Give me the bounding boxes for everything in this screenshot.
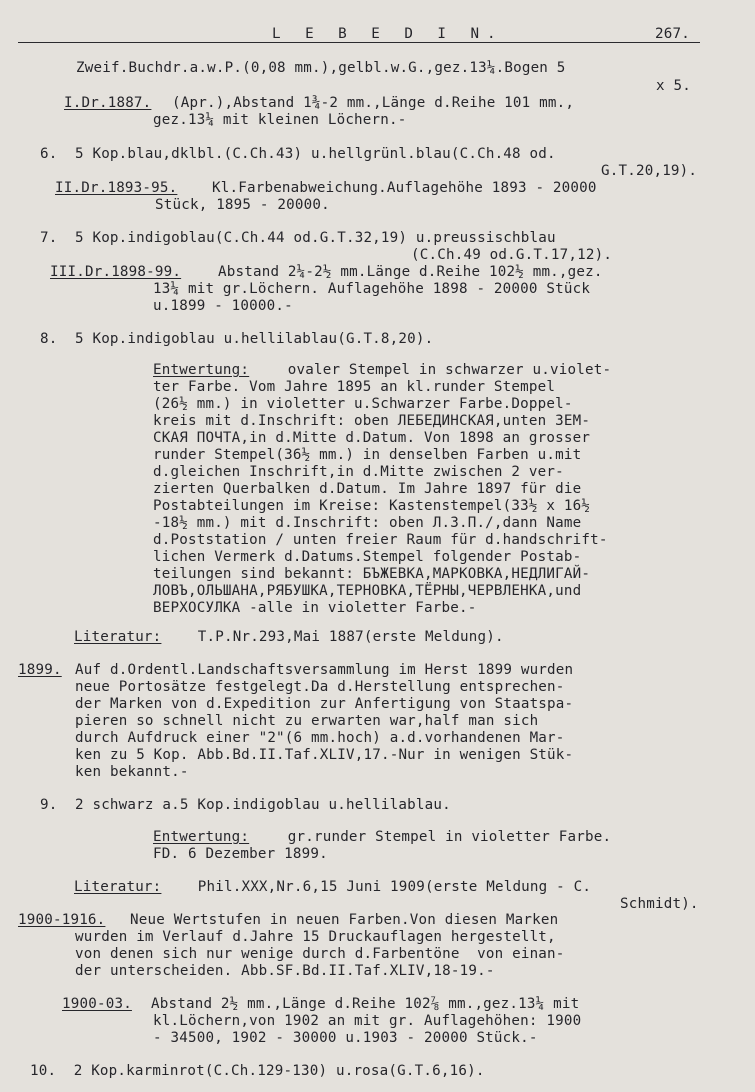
- text-line: gez.13¼ mit kleinen Löchern.-: [153, 112, 407, 128]
- text-line: wurden im Verlauf d.Jahre 15 Druckauflagen hergestellt,: [75, 929, 556, 945]
- catalog-entry: 8. 5 Kop.indigoblau u.hellilablau(G.T.8,20).: [40, 331, 434, 347]
- section-heading: 1900-03.: [62, 996, 132, 1012]
- text-line: (C.Ch.49 od.G.T.17,12).: [411, 247, 613, 263]
- text-line: ken zu 5 Kop. Abb.Bd.II.Taf.XLIV,17.-Nur in wenigen Stük-: [75, 747, 574, 763]
- text-line: Abstand 2½ mm.,Länge d.Reihe 102⅞ mm.,gez.13¼ mit: [151, 996, 580, 1012]
- catalog-entry: 9. 2 schwarz a.5 Kop.indigoblau u.hellilablau.: [40, 797, 451, 813]
- subheading-literatur: Literatur:: [74, 629, 162, 645]
- text-line: ter Farbe. Vom Jahre 1895 an kl.runder Stempel: [153, 379, 556, 395]
- header-rule: [18, 42, 700, 43]
- text-line: 13¼ mit gr.Löchern. Auflagehöhe 1898 - 20000 Stück: [153, 281, 591, 297]
- text-line: durch Aufdruck einer "2"(6 mm.hoch) a.d.vorhandenen Mar-: [75, 730, 565, 746]
- text-line: zierten Querbalken d.Datum. Im Jahre 1897 für die: [153, 481, 582, 497]
- text-line: Phil.XXX,Nr.6,15 Juni 1909(erste Meldung - C.: [189, 879, 592, 895]
- text-line: gr.runder Stempel in violetter Farbe.: [279, 829, 612, 845]
- text-line: neue Portosätze festgelegt.Da d.Herstellung entsprechen-: [75, 679, 565, 695]
- text-line: Zweif.Buchdr.a.w.P.(0,08 mm.),gelbl.w.G.,gez.13¼.Bogen 5: [76, 60, 566, 76]
- section-heading: II.Dr.1893-95.: [55, 180, 178, 196]
- section-heading: 1900-1916.: [18, 912, 106, 928]
- section-heading: 1899.: [18, 662, 62, 678]
- text-line: (Apr.),Abstand 1¾-2 mm.,Länge d.Reihe 101 mm.,: [172, 95, 575, 111]
- section-heading: I.Dr.1887.: [64, 95, 152, 111]
- text-line: Schmidt).: [620, 896, 699, 912]
- catalog-entry: 6. 5 Kop.blau,dklbl.(C.Ch.43) u.hellgrünl.blau(C.Ch.48 od.: [40, 146, 556, 162]
- subheading-entwertung: Entwertung:: [153, 362, 250, 378]
- text-line: -18½ mm.) mit d.Inschrift: oben Л.З.П./,dann Name: [153, 515, 582, 531]
- page-number: 267.: [655, 26, 690, 42]
- text-line: FD. 6 Dezember 1899.: [153, 846, 328, 862]
- text-line: Kl.Farbenabweichung.Auflagehöhe 1893 - 20000: [212, 180, 597, 196]
- text-line: d.Poststation / unten freier Raum für d.handschrift-: [153, 532, 608, 548]
- text-line: der Marken von d.Expedition zur Anfertigung von Staatspa-: [75, 696, 574, 712]
- text-line: (26½ mm.) in violetter u.Schwarzer Farbe.Doppel-: [153, 396, 573, 412]
- text-line: ЛОВЪ,ОЛЬШАНА,РЯБУШКА,ТЕРНОВКА,ТЁРНЫ,ЧЕРВЛЕНКА,und: [153, 583, 582, 599]
- text-line: Neue Wertstufen in neuen Farben.Von diesen Marken: [130, 912, 559, 928]
- text-line: d.gleichen Inschrift,in d.Mitte zwischen 2 ver-: [153, 464, 564, 480]
- text-line: von denen sich nur wenige durch d.Farbentöne von einan-: [75, 946, 565, 962]
- text-line: lichen Vermerk d.Datums.Stempel folgender Postab-: [153, 549, 582, 565]
- text-line: T.P.Nr.293,Mai 1887(erste Meldung).: [189, 629, 504, 645]
- text-line: x 5.: [656, 78, 691, 94]
- text-line: ken bekannt.-: [75, 764, 189, 780]
- text-line: Stück, 1895 - 20000.: [155, 197, 330, 213]
- subheading-entwertung: Entwertung:: [153, 829, 250, 845]
- text-line: G.T.20,19).: [601, 163, 698, 179]
- text-line: kl.Löchern,von 1902 an mit gr. Auflagehöhen: 1900: [153, 1013, 582, 1029]
- text-line: СКАЯ ПОЧТА,in d.Mitte d.Datum. Von 1898 an grosser: [153, 430, 591, 446]
- section-heading: III.Dr.1898-99.: [50, 264, 182, 280]
- text-line: Postabteilungen im Kreise: Kastenstempel(33½ x 16½: [153, 498, 591, 514]
- text-line: Auf d.Ordentl.Landschaftsversammlung im Herst 1899 wurden: [75, 662, 574, 678]
- text-line: teilungen sind bekannt: БЪЖЕВКА,МАРКОВКА,НЕДЛИГАЙ-: [153, 566, 591, 582]
- page-header-title: L E B E D I N.: [272, 26, 504, 42]
- text-line: der unterscheiden. Abb.SF.Bd.II.Taf.XLIV,18-19.-: [75, 963, 495, 979]
- subheading-literatur: Literatur:: [74, 879, 162, 895]
- text-line: Abstand 2¼-2½ mm.Länge d.Reihe 102½ mm.,gez.: [218, 264, 603, 280]
- text-line: - 34500, 1902 - 30000 u.1903 - 20000 Stück.-: [153, 1030, 538, 1046]
- text-line: ВЕРХОСУЛКА -alle in violetter Farbe.-: [153, 600, 477, 616]
- catalog-entry: 10. 2 Kop.karminrot(C.Ch.129-130) u.rosa(G.T.6,16).: [30, 1063, 485, 1079]
- text-line: ovaler Stempel in schwarzer u.violet-: [279, 362, 612, 378]
- catalog-entry: 7. 5 Kop.indigoblau(C.Ch.44 od.G.T.32,19) u.preussischblau: [40, 230, 556, 246]
- text-line: kreis mit d.Inschrift: oben ЛЕБЕДИНСКАЯ,unten ЗЕМ-: [153, 413, 591, 429]
- text-line: u.1899 - 10000.-: [153, 298, 293, 314]
- text-line: runder Stempel(36½ mm.) in denselben Farben u.mit: [153, 447, 582, 463]
- text-line: pieren so schnell nicht zu erwarten war,half man sich: [75, 713, 539, 729]
